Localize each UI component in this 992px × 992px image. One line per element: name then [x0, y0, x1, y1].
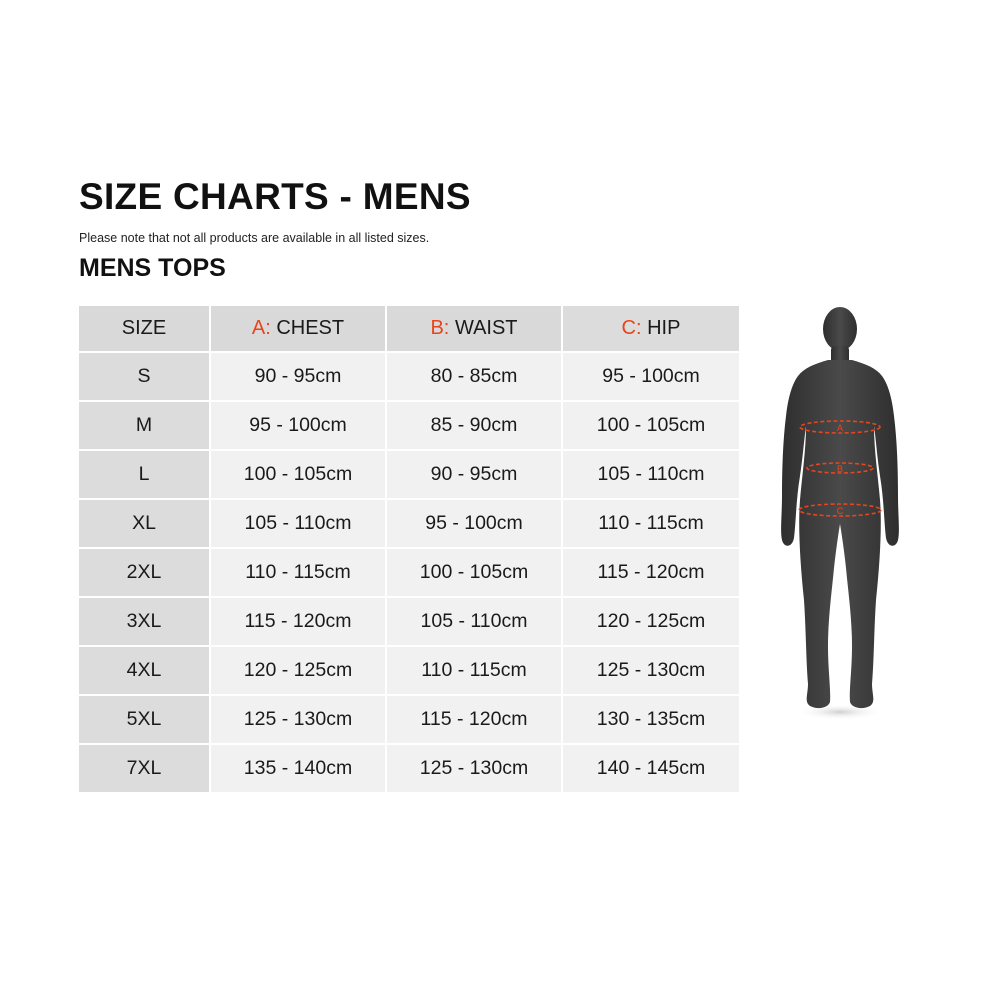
- chest-cell: 95 - 100cm: [210, 401, 386, 450]
- table-row: [79, 401, 739, 450]
- header-hip-letter: C:: [621, 317, 642, 339]
- table-row: [79, 450, 739, 499]
- waist-cell: 95 - 100cm: [386, 499, 562, 548]
- size-cell: L: [79, 450, 210, 499]
- waist-cell: 80 - 85cm: [386, 352, 562, 401]
- chest-cell: 105 - 110cm: [210, 499, 386, 548]
- size-cell: S: [79, 352, 210, 401]
- size-cell: XL: [79, 499, 210, 548]
- table-row: [79, 695, 739, 744]
- table-row: [79, 352, 739, 401]
- chest-cell: 110 - 115cm: [210, 548, 386, 597]
- floor-shadow: [796, 704, 884, 720]
- header-hip-label: HIP: [647, 317, 681, 339]
- size-cell: 4XL: [79, 646, 210, 695]
- hip-marker-label: C: [836, 506, 844, 516]
- hip-cell: 110 - 115cm: [562, 499, 739, 548]
- waist-cell: 85 - 90cm: [386, 401, 562, 450]
- hip-cell: 130 - 135cm: [562, 695, 739, 744]
- table-header-row: [79, 306, 739, 352]
- waist-cell: 100 - 105cm: [386, 548, 562, 597]
- chest-cell: 120 - 125cm: [210, 646, 386, 695]
- size-cell: M: [79, 401, 210, 450]
- body-figure: [770, 300, 910, 730]
- hip-cell: 100 - 105cm: [562, 401, 739, 450]
- page-title: SIZE CHARTS - MENS: [79, 176, 471, 217]
- waist-marker-label: B: [836, 464, 844, 474]
- hip-cell: 120 - 125cm: [562, 597, 739, 646]
- availability-note: Please note that not all products are available in all listed sizes.: [79, 231, 430, 245]
- hip-cell: 105 - 110cm: [562, 450, 739, 499]
- table-row: [79, 744, 739, 793]
- size-chart-table: [79, 306, 739, 794]
- size-cell: 3XL: [79, 597, 210, 646]
- table-row: [79, 597, 739, 646]
- header-chest-label: CHEST: [276, 317, 345, 339]
- chest-cell: 100 - 105cm: [210, 450, 386, 499]
- chest-cell: 125 - 130cm: [210, 695, 386, 744]
- hip-cell: 95 - 100cm: [562, 352, 739, 401]
- size-cell: 5XL: [79, 695, 210, 744]
- chest-cell: 115 - 120cm: [210, 597, 386, 646]
- hip-cell: 140 - 145cm: [562, 744, 739, 793]
- body-silhouette-icon: [770, 300, 910, 730]
- header-waist-label: WAIST: [454, 317, 518, 339]
- table-row: [79, 548, 739, 597]
- header-chest: [210, 306, 386, 352]
- hip-cell: 115 - 120cm: [562, 548, 739, 597]
- header-size: SIZE: [79, 306, 210, 352]
- waist-cell: 110 - 115cm: [386, 646, 562, 695]
- size-cell: 2XL: [79, 548, 210, 597]
- header-waist-letter: B:: [430, 317, 450, 339]
- chest-cell: 90 - 95cm: [210, 352, 386, 401]
- hip-cell: 125 - 130cm: [562, 646, 739, 695]
- section-title: MENS TOPS: [79, 254, 226, 282]
- table-row: [79, 499, 739, 548]
- waist-cell: 115 - 120cm: [386, 695, 562, 744]
- header-chest-letter: A:: [251, 317, 271, 339]
- table-row: [79, 646, 739, 695]
- chest-cell: 135 - 140cm: [210, 744, 386, 793]
- header-waist: [386, 306, 562, 352]
- waist-cell: 125 - 130cm: [386, 744, 562, 793]
- header-hip: [562, 306, 739, 352]
- size-cell: 7XL: [79, 744, 210, 793]
- waist-cell: 105 - 110cm: [386, 597, 562, 646]
- chest-marker-label: A: [836, 423, 844, 433]
- waist-cell: 90 - 95cm: [386, 450, 562, 499]
